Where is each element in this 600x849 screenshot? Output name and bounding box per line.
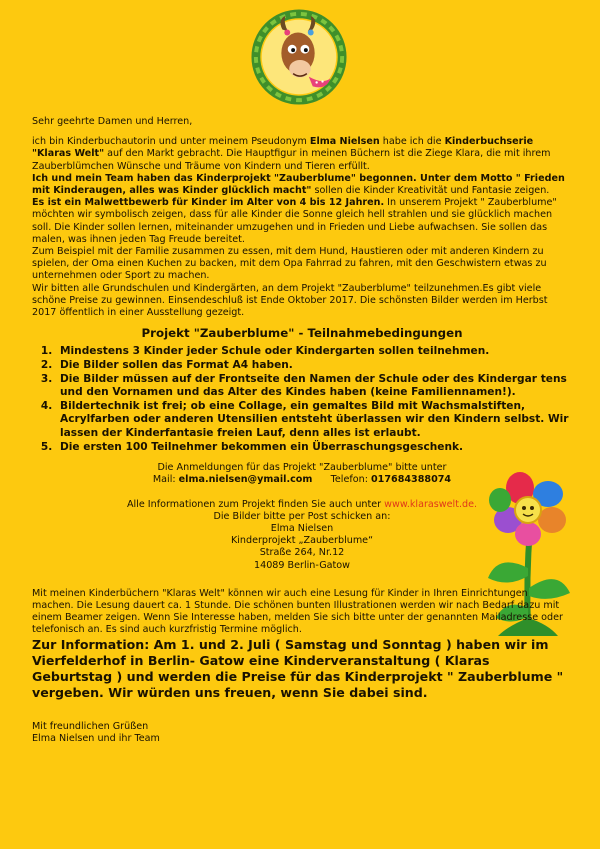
mail-label: Mail: <box>152 474 176 486</box>
closing-signature: Elma Nielsen und ihr Team <box>32 732 160 744</box>
email-link[interactable]: elma.nielsen@ymail.com <box>178 474 313 486</box>
contest-paragraph <box>32 197 572 246</box>
rule-item: 1. Mindestens 3 Kinder jeder Schule oder Kindergarten sollen teilnehmen. <box>56 345 572 359</box>
examples-paragraph: Zum Beispiel mit der Familie zusammen zu essen, mit dem Hund, Haustieren oder mit anderen Kindern zu spielen, der Oma einen Kuchen zu backen, mit dem Opa Fahrrad zu fahren, mit den Geschwistern etwas zu unternehmen oder Sport zu machen. <box>32 246 547 282</box>
author-name: Elma Nielsen <box>309 136 380 148</box>
address-city: 14089 Berlin-Gatow <box>253 559 350 571</box>
contest-headline: Es ist ein Malwettbewerb für Kinder im Alter von 4 bis 12 Jahren. <box>32 197 385 209</box>
project-motto: Ich und mein Team haben das Kinderprojekt "Zauberblume" begonnen. Unter dem Motto " Frieden mit Kinderaugen, alles was Kinder glücklich macht" <box>32 172 565 197</box>
post-line: Die Bilder bitte per Post schicken an: <box>213 510 391 522</box>
book-series: Kinderbuchserie "Klaras Welt" <box>32 136 534 160</box>
rules-list <box>32 345 572 454</box>
rule-item: 3. Die Bilder müssen auf der Frontseite den Namen der Schule oder des Kindergar tens und den Vornamen und das Alter des Kindes haben (keine Familiennamen!). <box>56 373 572 400</box>
intro-text-3: auf den Markt gebracht. Die Hauptfigur in meinen Büchern ist die Ziege Klara, die mit ihrem Zauberblümchen Wünsche und Träume von Kindern und Tieren erfüllt. <box>32 148 551 172</box>
address-street: Straße 264, Nr.12 <box>259 547 345 559</box>
intro-text: ich bin Kinderbuchautorin und unter meinem Pseudonym <box>32 136 310 148</box>
event-info: Zur Information: Am 1. und 2. Juli ( Samstag und Sonntag ) haben wir im Vierfelderhof in Berlin- Gatow eine Kinderveranstaltung ( Klaras Geburtstag ) und werden die Preise für das Kinderprojekt " Zauberblume " vergeben. Wir würden uns freuen, wenn Sie dabei sind. <box>32 636 564 700</box>
letter-body <box>32 116 572 745</box>
more-info-text: Alle Informationen zum Projekt finden Sie auch unter <box>126 498 385 510</box>
phone-number: 017684388074 <box>371 474 452 486</box>
rule-item: 2. Die Bilder sollen das Format A4 haben. <box>56 359 572 373</box>
project-text: sollen die Kinder Kreativität und Fantasie zeigen. <box>311 185 550 197</box>
contact-line <box>32 474 572 486</box>
intro-paragraph <box>32 136 572 173</box>
salutation: Sehr geehrte Damen und Herren, <box>32 116 193 127</box>
rules-title: Projekt "Zauberblume" - Teilnahmebedingungen <box>141 326 463 341</box>
closing <box>32 721 572 745</box>
address-name: Elma Nielsen <box>270 523 334 535</box>
phone-label: Telefon: <box>330 474 368 486</box>
contest-text: In unserem Projekt " Zauberblume" möchten wir symbolisch zeigen, dass für alle Kinder die Sonne gleich hell strahlen und sie glücklich machen soll. Die Kinder sollen lernen, miteinander umzugehen und in Frieden und Liebe aufwachsen. Sie sollen das malen, was ihnen jeden Tag Freude bereitet. <box>32 197 557 245</box>
rule-item: 5. Die ersten 100 Teilnehmer bekommen ein Überraschungsgeschenk. <box>56 441 572 455</box>
closing-greeting: Mit freundlichen Grüßen <box>32 720 149 732</box>
project-paragraph <box>32 173 572 197</box>
invitation-paragraph: Wir bitten alle Grundschulen und Kindergärten, an dem Projekt "Zauberblume" teilzunehmen.Es gibt viele schöne Preise zu gewinnen. Einsendeschluß ist Ende Oktober 2017. Die schönsten Bilder werden im Herbst 2017 öffentlich in einer Ausstellung gezeigt. <box>32 282 548 319</box>
reading-paragraph: Mit meinen Kinderbüchern "Klaras Welt" können wir auch eine Lesung für Kinder in Ihren Einrichtungen machen. Die Lesung dauert ca. 1 Stunde. Die schönen bunten Illustrationen werden wir nach Bedarf dazu mit einem Beamer zeigen. Wenn Sie Interesse haben, melden Sie sich bitte unter der genannten Mailadresse oder telefonisch an. Es sind auch kurzfristig Termine möglich. <box>32 587 563 636</box>
goat-logo-icon <box>250 8 348 106</box>
website-link[interactable]: www.klaraswelt.de. <box>384 498 478 510</box>
registration-line: Die Anmeldungen für das Projekt "Zauberblume" bitte unter <box>157 462 447 474</box>
intro-text-2: habe ich die <box>379 136 442 148</box>
address-project: Kinderprojekt „Zauberblume“ <box>230 535 374 547</box>
rule-item: 4. Bildertechnik ist frei; ob eine Collage, ein gemaltes Bild mit Wachsmalstiften, Acrylfarben oder anderen Utensilien entsteht überlassen wir den Kindern selbst. Wir lassen der Kinderfantasie freien Lauf, denn alles ist erlaubt. <box>56 400 572 441</box>
more-info-line <box>32 499 572 511</box>
